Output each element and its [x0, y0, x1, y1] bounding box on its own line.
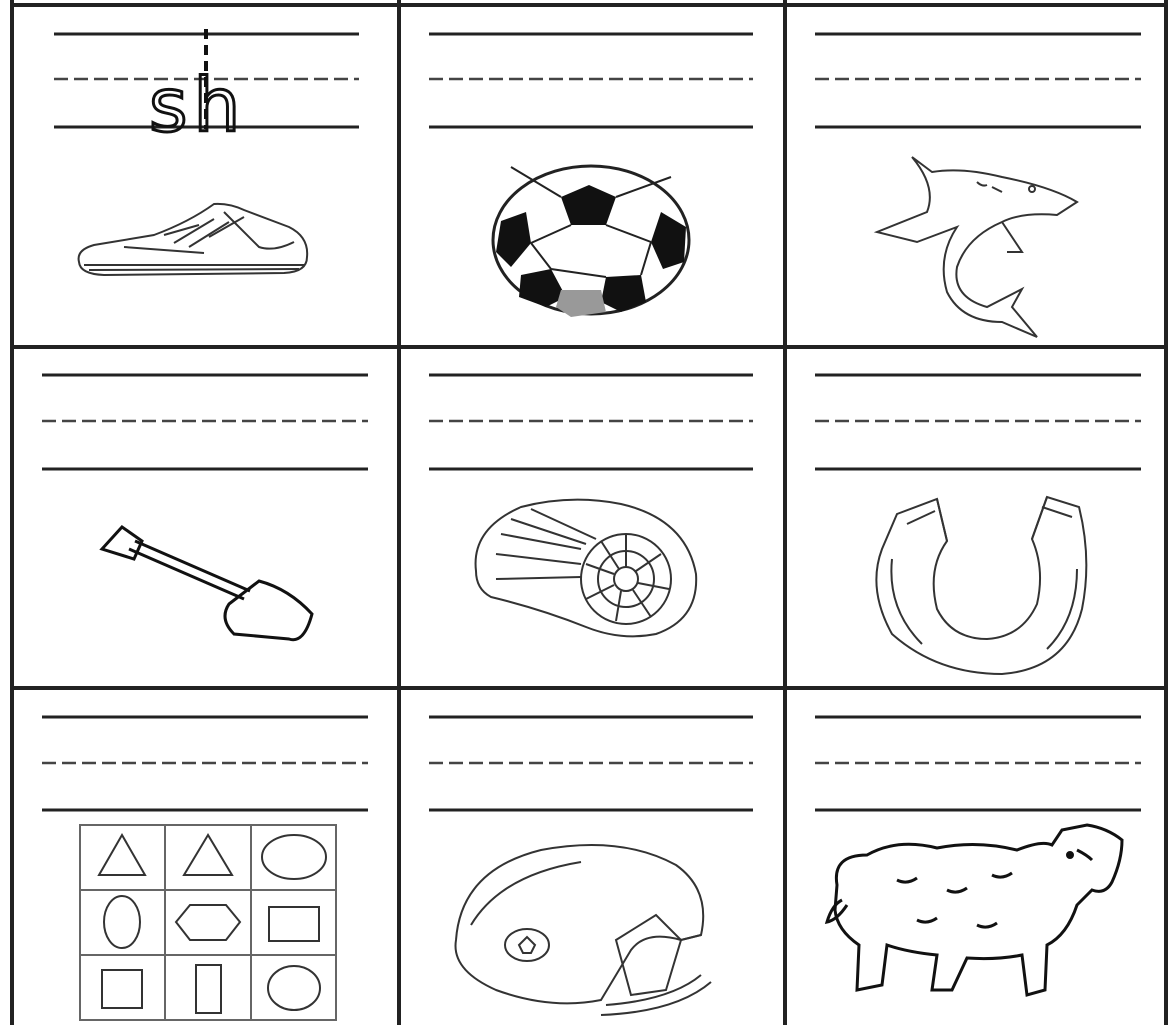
shapes-icon	[14, 690, 398, 1025]
cell-shark	[787, 7, 1165, 346]
horseshoe-icon	[787, 349, 1165, 687]
shoe-icon	[14, 7, 398, 346]
cell-shell	[401, 349, 784, 687]
cell-soccer-ball	[401, 7, 784, 346]
cell-sheep	[787, 690, 1165, 1025]
cell-shovel	[14, 349, 398, 687]
sheep-icon	[787, 690, 1165, 1025]
cell-shoe	[14, 7, 398, 346]
shell-icon	[401, 349, 784, 687]
soccer-ball-icon	[401, 7, 784, 346]
shark-icon	[787, 7, 1165, 346]
helmet-icon	[401, 690, 784, 1025]
traced-letters: sh	[149, 63, 247, 149]
cell-shapes	[14, 690, 398, 1025]
cell-horseshoe	[787, 349, 1165, 687]
cell-helmet	[401, 690, 784, 1025]
shovel-icon	[14, 349, 398, 687]
